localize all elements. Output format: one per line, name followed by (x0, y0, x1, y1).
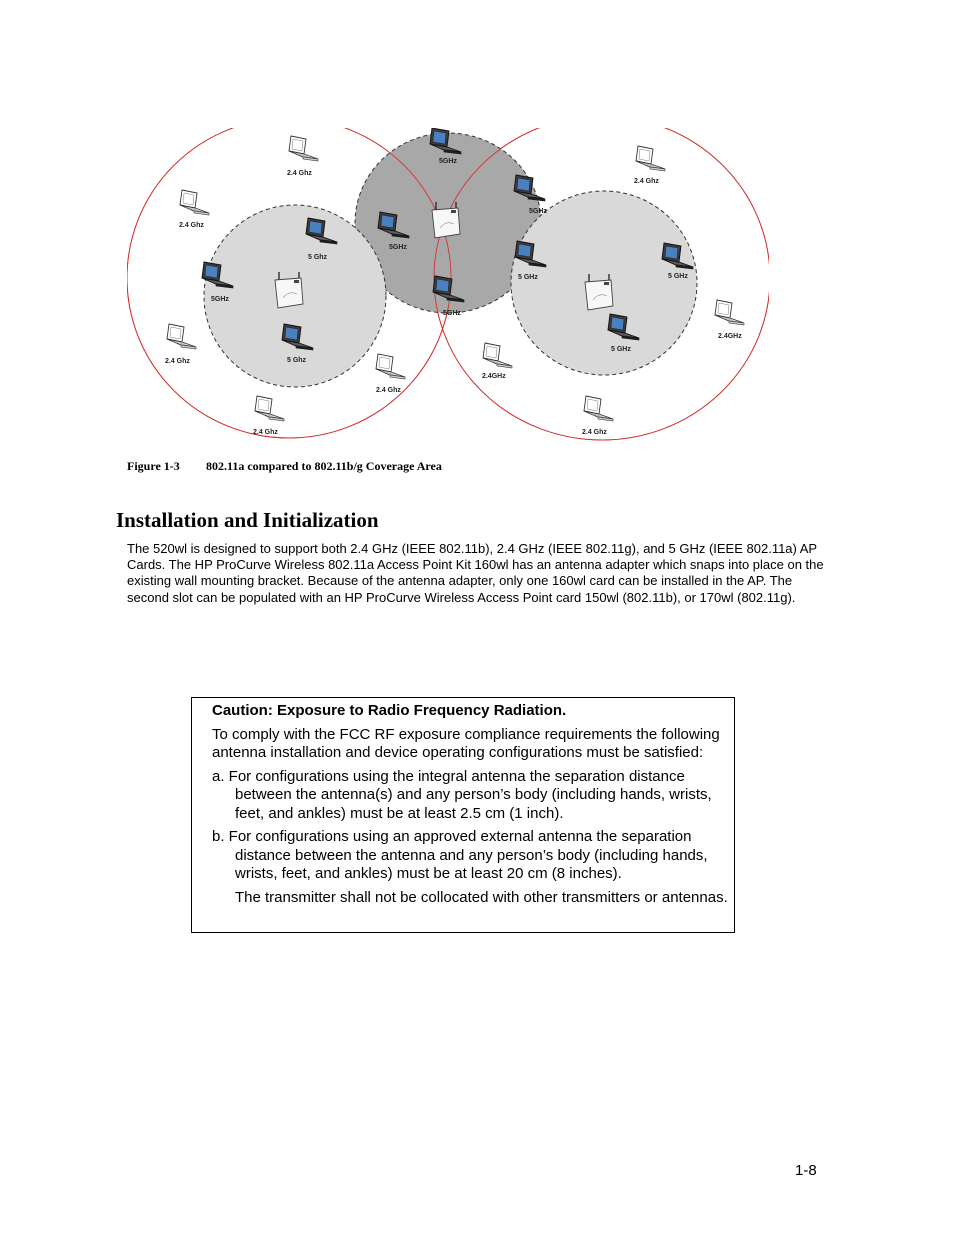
laptop-icon (483, 343, 512, 368)
body-paragraph: The 520wl is designed to support both 2.4 GHz (IEEE 802.11b), 2.4 GHz (IEEE 802.11g), and 5 GHz (IEEE 802.11a) AP Cards. The HP ProCurve Wireless 802.11a Access Point Kit 160wl has an antenna adapter which snaps into place on the existing wall mounting bracket. Because of the antenna adapter, only one 160wl card can be installed in the AP. The second slot can be populated with an HP ProCurve Wireless Access Point card 150wl (802.11b), or 170wl (802.11g). (127, 541, 824, 605)
coverage-area-figure (127, 128, 769, 443)
freq-label: 2.4 Ghz (165, 358, 190, 365)
caution-item-a: a. For configurations using the integral antenna the separation distance between the antenna(s) and any person’s body (including hands, wrists, feet, and ankles) must be at least 2.5 cm (1 inch). (212, 767, 712, 822)
freq-label: 2.4 Ghz (582, 429, 607, 436)
laptop-icon (376, 354, 405, 379)
figure-caption (127, 459, 442, 474)
laptop-icon (584, 396, 613, 421)
freq-label: 5 GHz (668, 273, 688, 280)
caution-title: Caution: Exposure to Radio Frequency Radiation. (212, 702, 567, 719)
freq-label: 2.4 Ghz (179, 222, 204, 229)
freq-label: 5GHz (211, 296, 229, 303)
freq-label: 2.4 Ghz (376, 387, 401, 394)
caution-box (191, 697, 735, 933)
page-number: 1-8 (795, 1162, 817, 1179)
freq-label: 5GHz (443, 310, 461, 317)
section-title: Installation and Initialization (116, 508, 379, 532)
laptop-icon (167, 324, 196, 349)
laptop-icon (255, 396, 284, 421)
freq-label: 2.4 Ghz (634, 178, 659, 185)
freq-label: 5GHz (439, 158, 457, 165)
freq-label: 2.4GHz (718, 333, 742, 340)
caution-item-b: b. For configurations using an approved external antenna the separation distance between the antenna and any person’s body (including hands, wrists, feet, and ankles) must be at least 20 cm (8 inches). (212, 828, 708, 882)
freq-label: 5 GHz (518, 274, 538, 281)
caution-note: The transmitter shall not be collocated with other transmitters or antennas. (235, 888, 728, 906)
figure-number: Figure 1-3 (127, 459, 180, 473)
laptop-icon (180, 190, 209, 215)
freq-label: 5 Ghz (308, 254, 328, 261)
freq-label: 5GHz (529, 208, 547, 215)
freq-label: 5 Ghz (287, 357, 307, 364)
coverage-diagram (127, 128, 769, 443)
freq-label: 5GHz (389, 244, 407, 251)
freq-label: 5 GHz (611, 346, 631, 353)
figure-caption-text: 802.11a compared to 802.11b/g Coverage Area (206, 459, 442, 473)
freq-label: 2.4 Ghz (253, 429, 278, 436)
freq-label: 2.4GHz (482, 373, 506, 380)
laptop-icon (289, 136, 318, 161)
laptop-icon (715, 300, 744, 325)
laptop-icon (636, 146, 665, 171)
freq-label: 2.4 Ghz (287, 170, 312, 177)
caution-intro: To comply with the FCC RF exposure compliance requirements the following antenna installation and device operating configurations must be satisfied: (212, 725, 720, 761)
